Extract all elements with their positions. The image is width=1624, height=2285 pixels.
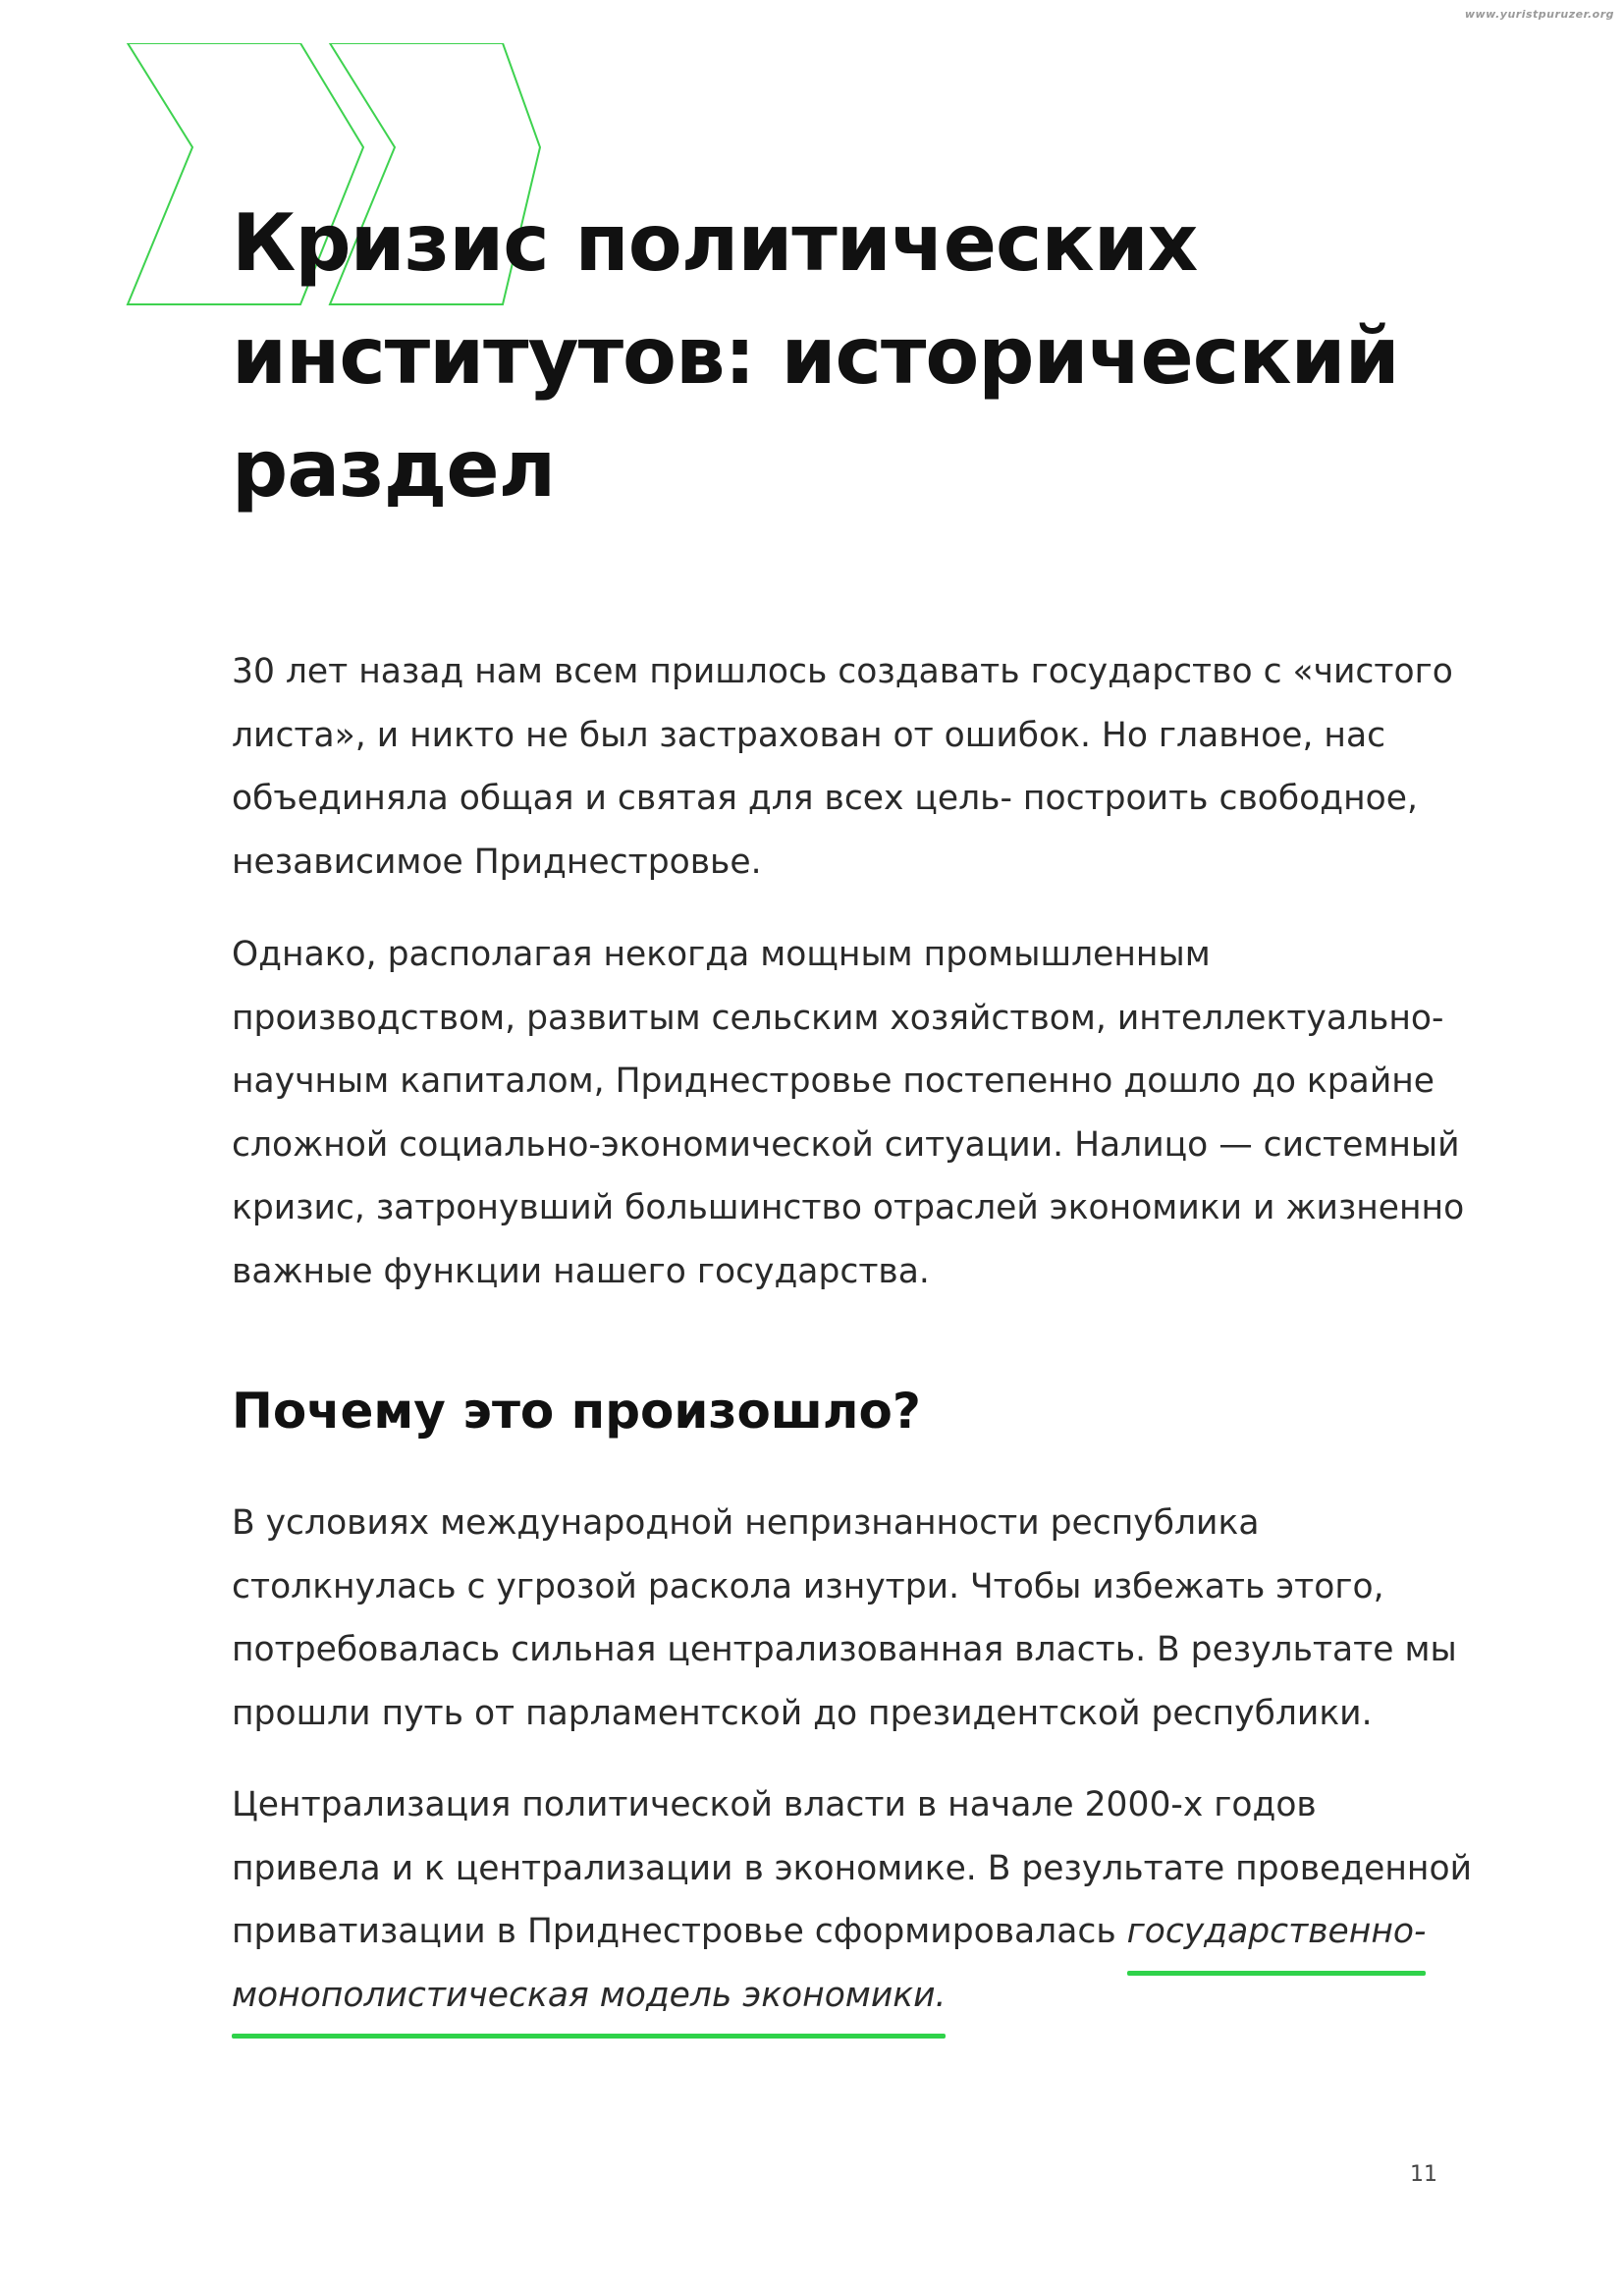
watermark-url: www.yuristpuruzer.org [1464, 8, 1614, 21]
title-line: Кризис политических [232, 197, 1198, 289]
text-line: потребовалась сильная централизованная власть. В результате мы [232, 1630, 1457, 1669]
paragraph-centralization-economy [232, 1773, 1473, 2027]
page-title [232, 187, 1410, 525]
highlighted-phrase: государственно- [1127, 1900, 1427, 1964]
text-line: Однако, располагая некогда мощным промышленным [232, 935, 1211, 974]
text-line: листа», и никто не был застрахован от ошибок. Но главное, нас [232, 715, 1386, 755]
title-line: раздел [232, 423, 556, 515]
title-line: институтов: исторический [232, 310, 1399, 402]
text-line: столкнулась с угрозой раскола изнутри. Чтобы избежать этого, [232, 1566, 1384, 1606]
paragraph-crisis [232, 923, 1465, 1303]
text-segment: приватизации в Приднестровье сформировалась [232, 1912, 1127, 1951]
text-line: привела и к централизации в экономике. В результате проведенной [232, 1848, 1473, 1888]
text-line: научным капиталом, Приднестровье постепенно дошло до крайне [232, 1061, 1435, 1101]
paragraph-centralization-power [232, 1492, 1457, 1745]
text-line: кризис, затронувший большинство отраслей экономики и жизненно [232, 1188, 1465, 1227]
text-line: сложной социально-экономической ситуации. Налицо — системный [232, 1124, 1460, 1165]
text-line [232, 1900, 1449, 1964]
text-line: независимое Приднестровье. [232, 842, 762, 882]
text-line: прошли путь от парламентской до президентской республики. [232, 1693, 1373, 1733]
page-number: 11 [1410, 2162, 1437, 2187]
text-line: важные функции нашего государства. [232, 1251, 930, 1291]
text-line: объединяла общая и святая для всех цель- построить свободное, [232, 779, 1418, 818]
text-line: Централизация политической власти в начале 2000-х годов [232, 1785, 1317, 1824]
highlighted-phrase: монополистическая модель экономики. [232, 1964, 946, 2028]
text-line: 30 лет назад нам всем пришлось создавать государство с «чистого [232, 652, 1453, 691]
text-line: производством, развитым сельским хозяйством, интеллектуально- [232, 998, 1444, 1038]
text-line: В условиях международной непризнанности республика [232, 1503, 1260, 1543]
section-heading: Почему это произошло? [232, 1383, 921, 1440]
paragraph-intro [232, 640, 1453, 894]
